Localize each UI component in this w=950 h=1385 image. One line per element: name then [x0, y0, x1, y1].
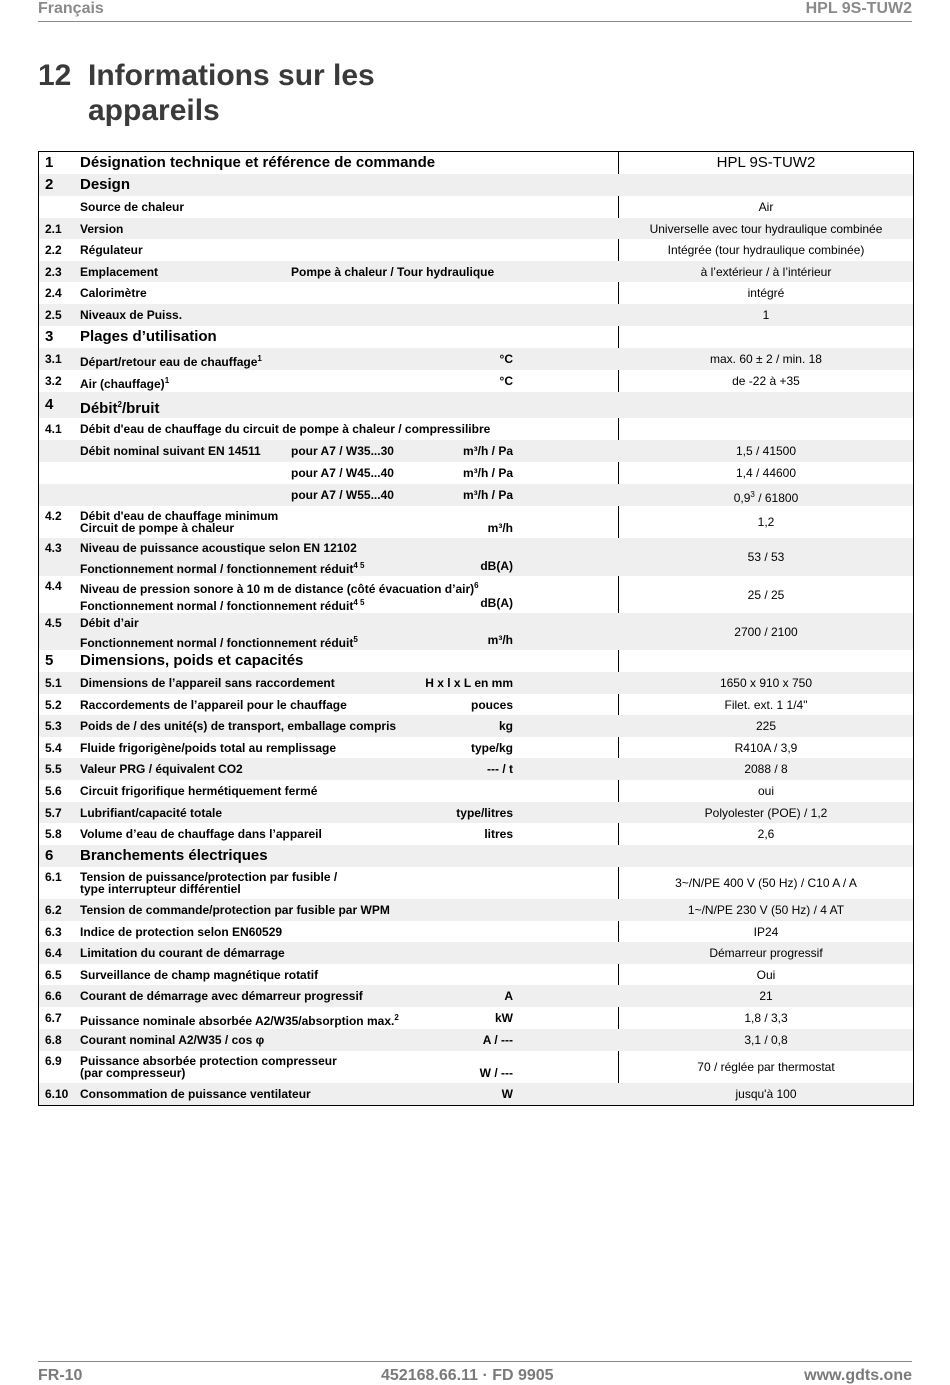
- spec-value: [619, 719, 913, 733]
- spec-description-text: Débit d’air: [80, 616, 139, 630]
- spec-description-text: Tension de puissance/protection par fusible /: [80, 870, 338, 884]
- spec-row: [39, 867, 913, 899]
- spec-condition: pour A7 / W45...40: [291, 466, 394, 480]
- spec-number: 4.3: [45, 541, 62, 555]
- spec-description-text: Courant nominal A2/W35 / cos φ: [80, 1033, 265, 1047]
- spec-row: [39, 218, 913, 239]
- spec-number: 1: [45, 154, 54, 171]
- spec-value-text: Oui: [756, 968, 776, 982]
- spec-row: [39, 304, 913, 326]
- spec-value-text: 70 / réglée par thermostat: [697, 1060, 835, 1074]
- spec-description: [80, 222, 123, 236]
- spec-value: [619, 784, 913, 798]
- spec-description-text: Branchements électriques: [80, 847, 268, 864]
- spec-value-text: 21: [759, 989, 773, 1003]
- spec-value: [619, 352, 913, 366]
- spec-row: [39, 576, 913, 613]
- footnote-ref: 5: [353, 635, 358, 644]
- spec-description-text: Dimensions de l’appareil sans raccordement: [80, 676, 335, 690]
- spec-description-line2-text: Circuit de pompe à chaleur: [80, 521, 235, 535]
- spec-description: [80, 698, 347, 712]
- spec-description: [80, 806, 222, 820]
- spec-value-text: Démarreur progressif: [709, 946, 823, 960]
- spec-value: [619, 243, 913, 257]
- spec-description-text: Emplacement: [80, 265, 159, 279]
- spec-value: [619, 308, 913, 322]
- spec-value: [619, 903, 913, 917]
- footnote-ref: 2: [394, 1013, 399, 1022]
- spec-number: 2: [45, 176, 54, 193]
- spec-description: [80, 265, 158, 279]
- spec-number: 6.3: [45, 925, 62, 939]
- spec-value-text: 2,6: [757, 827, 775, 841]
- spec-row: [39, 392, 913, 418]
- spec-description: [80, 946, 285, 960]
- spec-number: 4.5: [45, 616, 62, 630]
- spec-description-text: Débit d'eau de chauffage minimum: [80, 509, 279, 523]
- spec-description-text: Débit: [80, 400, 118, 417]
- spec-description-text: Fluide frigorigène/poids total au remplissage: [80, 741, 337, 755]
- spec-value: [619, 1033, 913, 1047]
- spec-description: [80, 243, 143, 257]
- spec-description-text: Volume d’eau de chauffage dans l’appareil: [80, 827, 322, 841]
- spec-description: [80, 328, 217, 346]
- spec-description-text: Consommation de puissance ventilateur: [80, 1087, 311, 1101]
- spec-row: [39, 440, 913, 462]
- spec-description-line2: [80, 633, 358, 650]
- spec-description-text: Départ/retour eau de chauffage: [80, 355, 258, 369]
- spec-description: [80, 762, 243, 776]
- spec-number: 4.4: [45, 579, 62, 593]
- spec-row: [39, 239, 913, 261]
- footnote-ref: 2: [117, 400, 122, 409]
- spec-description: [80, 422, 490, 436]
- spec-description-line2-text: Fonctionnement normal / fonctionnement réduit: [80, 599, 354, 613]
- spec-number: 6.9: [45, 1054, 62, 1068]
- spec-row: [39, 985, 913, 1007]
- spec-description-line2-text: type interrupteur différentiel: [80, 882, 241, 896]
- spec-row: [39, 650, 913, 672]
- spec-description-text: Désignation technique et référence de commande: [80, 154, 436, 171]
- spec-value: [619, 286, 913, 300]
- spec-row: [39, 899, 913, 921]
- spec-description: [80, 903, 390, 917]
- spec-description-text: Débit nominal suivant EN 14511: [80, 444, 261, 458]
- spec-description-text: Indice de protection selon EN60529: [80, 925, 283, 939]
- section-heading: Informations sur les appareils: [88, 59, 375, 127]
- spec-unit: m³/h / Pa: [462, 444, 513, 458]
- spec-description: [80, 286, 147, 300]
- spec-value: [619, 676, 913, 690]
- spec-description-text: Calorimètre: [80, 286, 147, 300]
- spec-description: [80, 925, 282, 939]
- spec-number: 6.5: [45, 968, 62, 982]
- spec-description-suffix: /bruit: [121, 400, 160, 417]
- spec-row: [39, 348, 913, 370]
- spec-condition: Pompe à chaleur / Tour hydraulique: [291, 265, 495, 279]
- spec-number: 3.1: [45, 352, 62, 366]
- spec-value-suffix: / 61800: [754, 491, 799, 505]
- spec-description-text: Valeur PRG / équivalent CO2: [80, 762, 243, 776]
- spec-number: 4.2: [45, 509, 62, 523]
- spec-row: [39, 326, 913, 348]
- spec-unit: type/kg: [470, 741, 513, 755]
- spec-description-text: Limitation du courant de démarrage: [80, 946, 285, 960]
- spec-number: 5.2: [45, 698, 62, 712]
- spec-description: [80, 1087, 311, 1101]
- spec-value-text: 2088 / 8: [744, 762, 788, 776]
- spec-value: [619, 374, 913, 388]
- spec-number: 2.1: [45, 222, 62, 236]
- spec-number: 6.4: [45, 946, 62, 960]
- spec-unit: litres: [484, 827, 513, 841]
- footnote-ref: 6: [474, 581, 479, 590]
- footer-document-reference: 452168.66.11 · FD 9905: [381, 1367, 554, 1384]
- spec-unit: °C: [499, 374, 513, 388]
- spec-row: [39, 282, 913, 304]
- spec-value-text: de -22 à +35: [732, 374, 800, 388]
- spec-value-text: 53 / 53: [747, 550, 785, 564]
- spec-value: [619, 625, 913, 639]
- spec-row: [39, 823, 913, 845]
- spec-value: [619, 1011, 913, 1025]
- spec-description-line2-text: Fonctionnement normal / fonctionnement réduit: [80, 636, 354, 650]
- spec-description-text: Débit d'eau de chauffage du circuit de pompe à chaleur / compressilibre: [80, 422, 491, 436]
- spec-description: [80, 1011, 399, 1028]
- spec-description: [80, 652, 303, 670]
- spec-value: [619, 968, 913, 982]
- spec-value-text: max. 60 ± 2 / min. 18: [710, 352, 822, 366]
- spec-condition: pour A7 / W35...30: [291, 444, 394, 458]
- footnote-ref: 1: [164, 376, 170, 385]
- spec-description-text: Plages d’utilisation: [80, 328, 217, 345]
- spec-number: 5.4: [45, 741, 62, 755]
- spec-description: [80, 154, 435, 172]
- spec-value-text: HPL 9S-TUW2: [716, 154, 816, 171]
- spec-number: 6.7: [45, 1011, 62, 1025]
- spec-description-line2: [80, 521, 234, 535]
- spec-value: [619, 444, 913, 458]
- spec-number: 5.7: [45, 806, 62, 820]
- spec-value: [619, 154, 913, 172]
- footnote-ref: 4 5: [353, 561, 365, 570]
- spec-number: 6.10: [45, 1087, 69, 1101]
- spec-unit: A: [504, 989, 513, 1003]
- spec-value: [619, 265, 913, 279]
- spec-value: [619, 1087, 913, 1101]
- spec-value-text: 25 / 25: [747, 588, 785, 602]
- spec-description-text: Puissance nominale absorbée A2/W35/absorption max.: [80, 1014, 395, 1028]
- spec-row: [39, 737, 913, 758]
- spec-unit: m³/h: [487, 633, 513, 647]
- spec-row: [39, 418, 913, 440]
- spec-unit: W / ---: [479, 1066, 513, 1080]
- spec-value-text: 0,9: [733, 491, 751, 505]
- spec-value-text: 3,1 / 0,8: [744, 1033, 788, 1047]
- spec-number: 3: [45, 328, 54, 345]
- spec-number: 2.2: [45, 243, 62, 257]
- footer-website: www.gdts.one: [804, 1367, 912, 1384]
- spec-value: [619, 1060, 913, 1074]
- spec-value-text: Air: [758, 200, 774, 214]
- spec-description: [80, 308, 182, 322]
- spec-row: [39, 715, 913, 737]
- spec-value-text: Intégrée (tour hydraulique combinée): [667, 243, 865, 257]
- spec-row: [39, 845, 913, 867]
- page-footer: [38, 1361, 912, 1384]
- spec-number: 6.2: [45, 903, 62, 917]
- spec-row: [39, 694, 913, 715]
- spec-description: [80, 396, 159, 418]
- spec-row: [39, 261, 913, 282]
- spec-description: [80, 989, 363, 1003]
- spec-unit: A / ---: [482, 1033, 513, 1047]
- spec-description-text: Niveau de pression sonore à 10 m de distance (côté évacuation d’air): [80, 582, 475, 596]
- spec-value-text: 3~/N/PE 400 V (50 Hz) / C10 A / A: [675, 876, 857, 890]
- spec-description: [80, 847, 268, 865]
- page-header: [38, 0, 912, 22]
- spec-description-text: Air (chauffage): [80, 377, 165, 391]
- spec-description-text: Dimensions, poids et capacités: [80, 652, 304, 669]
- spec-number: 5.6: [45, 784, 62, 798]
- spec-row: [39, 1029, 913, 1051]
- spec-number: 2.4: [45, 286, 62, 300]
- spec-description-text: Surveillance de champ magnétique rotatif: [80, 968, 319, 982]
- spec-row: [39, 506, 913, 538]
- spec-row: [39, 174, 913, 196]
- spec-description: [80, 1033, 264, 1047]
- spec-unit: --- / t: [487, 762, 513, 776]
- spec-description-text: Poids de / des unité(s) de transport, emballage compris: [80, 719, 397, 733]
- spec-description: [80, 719, 396, 733]
- spec-description-text: Lubrifiant/capacité totale: [80, 806, 223, 820]
- spec-row: [39, 1007, 913, 1029]
- spec-row: [39, 1051, 913, 1083]
- spec-value-text: 1: [762, 308, 770, 322]
- spec-value: [619, 741, 913, 755]
- spec-description-line2-text: Fonctionnement normal / fonctionnement réduit: [80, 562, 354, 576]
- spec-value-text: 1650 x 910 x 750: [719, 676, 813, 690]
- spec-value: [619, 806, 913, 820]
- spec-value: [619, 515, 913, 529]
- spec-description: [80, 200, 184, 214]
- spec-value-text: 1,4 / 44600: [735, 466, 797, 480]
- spec-row: [39, 780, 913, 802]
- spec-row: [39, 484, 913, 506]
- spec-description: [80, 968, 318, 982]
- spec-description: [80, 741, 336, 755]
- spec-value: [619, 946, 913, 960]
- spec-row: [39, 538, 913, 576]
- spec-description-text: Niveaux de Puiss.: [80, 308, 183, 322]
- spec-value: [619, 827, 913, 841]
- spec-value: [619, 989, 913, 1003]
- spec-value-text: jusqu'à 100: [735, 1087, 797, 1101]
- spec-row: [39, 613, 913, 650]
- spec-description-text: Niveau de puissance acoustique selon EN 12102: [80, 541, 357, 555]
- spec-value: [619, 925, 913, 939]
- spec-row: [39, 462, 913, 484]
- spec-unit: m³/h / Pa: [462, 488, 513, 502]
- spec-description-text: Courant de démarrage avec démarreur progressif: [80, 989, 363, 1003]
- spec-description: [80, 444, 261, 458]
- spec-value-text: 1,8 / 3,3: [744, 1011, 788, 1025]
- spec-row: [39, 942, 913, 964]
- spec-value: [619, 488, 913, 505]
- spec-value: [619, 466, 913, 480]
- spec-description: [80, 374, 169, 391]
- spec-value-text: Polyolester (POE) / 1,2: [704, 806, 828, 820]
- header-language: Français: [38, 0, 104, 17]
- spec-number: 5.8: [45, 827, 62, 841]
- footnote-ref: 1: [257, 354, 262, 363]
- spec-description: [80, 579, 479, 596]
- spec-number: 6: [45, 847, 54, 864]
- spec-value-text: Universelle avec tour hydraulique combinée: [649, 222, 883, 236]
- footnote-ref: 3: [750, 490, 755, 499]
- spec-unit: °C: [499, 352, 513, 366]
- spec-description-line2: [80, 559, 364, 576]
- spec-row: [39, 152, 913, 174]
- spec-description: [80, 616, 139, 630]
- spec-description: [80, 541, 357, 555]
- spec-value-text: intégré: [747, 286, 785, 300]
- spec-number: 6.6: [45, 989, 62, 1003]
- spec-number: 4: [45, 396, 54, 413]
- spec-value-text: à l’extérieur / à l’intérieur: [700, 265, 832, 279]
- spec-number: 4.1: [45, 422, 62, 436]
- spec-row: [39, 196, 913, 218]
- header-model: HPL 9S-TUW2: [805, 0, 912, 17]
- spec-number: 5.1: [45, 676, 62, 690]
- spec-number: 5: [45, 652, 54, 669]
- spec-value: [619, 762, 913, 776]
- spec-row: [39, 672, 913, 694]
- spec-description-text: Source de chaleur: [80, 200, 185, 214]
- spec-value: [619, 200, 913, 214]
- spec-unit: kW: [495, 1011, 513, 1025]
- spec-value-text: 1~/N/PE 230 V (50 Hz) / 4 AT: [687, 903, 845, 917]
- spec-description-line2: [80, 882, 241, 896]
- spec-description: [80, 784, 317, 798]
- spec-unit: type/litres: [456, 806, 513, 820]
- spec-number: 5.5: [45, 762, 62, 776]
- spec-description: [80, 176, 130, 194]
- spec-row: [39, 964, 913, 985]
- spec-value: [619, 222, 913, 236]
- section-number: 12: [38, 59, 72, 92]
- spec-unit: m³/h / Pa: [462, 466, 513, 480]
- footer-page-number: FR-10: [38, 1367, 83, 1384]
- spec-value-text: 225: [755, 719, 777, 733]
- spec-row: [39, 921, 913, 942]
- spec-number: 3.2: [45, 374, 62, 388]
- spec-description-line2-text: (par compresseur): [80, 1066, 186, 1080]
- spec-description-line2: [80, 1066, 185, 1080]
- spec-value-text: R410A / 3,9: [734, 741, 798, 755]
- spec-row: [39, 758, 913, 780]
- spec-description: [80, 352, 262, 369]
- footnote-ref: 4 5: [353, 598, 365, 607]
- spec-number: 5.3: [45, 719, 62, 733]
- spec-unit: W: [501, 1087, 513, 1101]
- spec-number: 2.3: [45, 265, 62, 279]
- spec-unit: m³/h: [487, 521, 513, 535]
- spec-value: [619, 698, 913, 712]
- spec-value-text: 2700 / 2100: [734, 625, 798, 639]
- spec-row: [39, 802, 913, 823]
- spec-number: 6.8: [45, 1033, 62, 1047]
- spec-description-text: Tension de commande/protection par fusible par WPM: [80, 903, 390, 917]
- spec-description-text: Circuit frigorifique hermétiquement fermé: [80, 784, 318, 798]
- spec-number: 6.1: [45, 870, 62, 884]
- spec-table: [38, 151, 914, 1106]
- spec-row: [39, 1083, 913, 1105]
- spec-value-text: Filet. ext. 1 1/4": [724, 698, 808, 712]
- spec-unit: pouces: [470, 698, 513, 712]
- spec-unit: kg: [498, 719, 513, 733]
- spec-number: 2.5: [45, 308, 62, 322]
- spec-value: [619, 550, 913, 564]
- spec-value: [619, 876, 913, 890]
- spec-description: [80, 676, 335, 690]
- spec-description-text: Régulateur: [80, 243, 143, 257]
- spec-value-text: IP24: [753, 925, 779, 939]
- spec-value-text: 1,5 / 41500: [735, 444, 797, 458]
- spec-unit: dB(A): [480, 596, 513, 610]
- spec-unit: H x l x L en mm: [425, 676, 513, 690]
- spec-value: [619, 588, 913, 602]
- spec-description-line2: [80, 596, 364, 613]
- spec-description-text: Puissance absorbée protection compresseur: [80, 1054, 337, 1068]
- spec-value-text: oui: [757, 784, 774, 798]
- spec-condition: pour A7 / W55...40: [291, 488, 394, 502]
- spec-row: [39, 370, 913, 392]
- spec-description-text: Raccordements de l’appareil pour le chauffage: [80, 698, 347, 712]
- spec-description: [80, 827, 322, 841]
- spec-description-text: Design: [80, 176, 131, 193]
- spec-description-text: Version: [80, 222, 124, 236]
- spec-value-text: 1,2: [757, 515, 775, 529]
- spec-unit: dB(A): [480, 559, 513, 573]
